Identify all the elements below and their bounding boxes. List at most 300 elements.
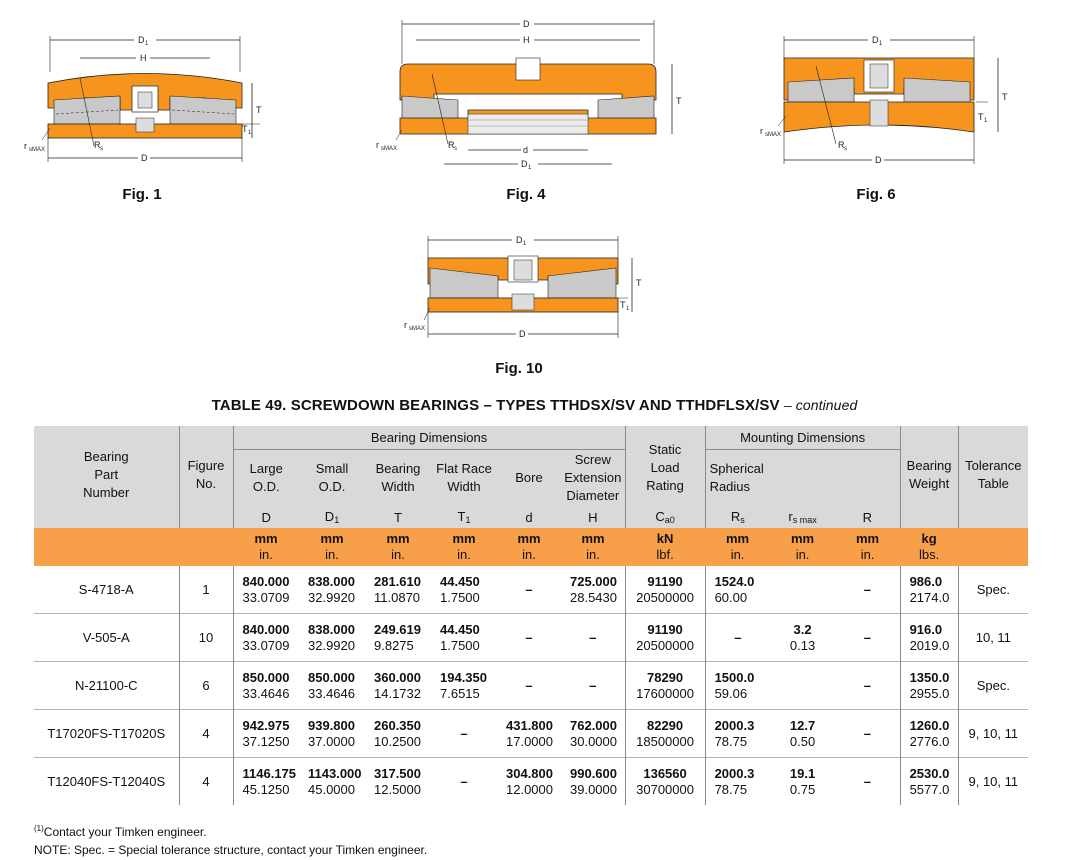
width-mm: 260.350 <box>374 717 421 733</box>
flat-race-mm: 44.450 <box>440 621 480 637</box>
rs-mm: 2000.3 <box>714 765 755 781</box>
unit-lbs: lbs. <box>918 547 940 562</box>
width-mm: 360.000 <box>374 669 421 685</box>
header-figure-no <box>179 426 233 506</box>
header-large-od-text: Large O.D. <box>249 460 283 494</box>
fig1-rsmax-label: r <box>24 141 27 151</box>
screw-mm: – <box>589 677 597 693</box>
fig1-rsmax-sub: sMAX <box>29 147 46 153</box>
cell-flat-race <box>431 566 497 614</box>
flat-race-mm: 44.450 <box>440 573 480 589</box>
sym-D1-main: D <box>324 509 335 524</box>
cell-load-rating <box>625 662 705 710</box>
header-figure-text: Figure No. <box>187 458 225 491</box>
fig1-d1-label: D <box>138 35 145 45</box>
cell-bore <box>497 614 561 662</box>
cell-figure-no <box>179 566 233 614</box>
width-in: 9.8275 <box>374 637 414 653</box>
cell-weight <box>900 614 958 662</box>
width-in: 12.5000 <box>374 781 421 797</box>
fig10-rsmax-sub: sMAX <box>409 326 426 332</box>
fig4-rsmax-sub: sMAX <box>381 146 398 152</box>
weight-lbs: 2019.0 <box>909 637 950 653</box>
table-title <box>0 397 1069 414</box>
cell-spherical-radius <box>705 614 770 662</box>
header-spherical-text: Spherical Radius <box>709 460 764 494</box>
screwdown-bearings-table <box>34 426 1028 805</box>
fig1-caption: Fig. 1 <box>122 186 162 203</box>
weight-kg: 916.0 <box>909 621 943 637</box>
unit-in: in. <box>860 547 875 562</box>
r-text: – <box>863 629 871 645</box>
unit-D1 <box>299 528 365 566</box>
bore-mm: 304.800 <box>506 765 553 781</box>
header-flat-race <box>431 449 497 506</box>
unit-in: in. <box>795 547 810 562</box>
cell-figure-no <box>179 710 233 758</box>
cell-large-od <box>233 614 299 662</box>
header-screw-extension <box>561 449 625 506</box>
cell-spherical-radius <box>705 566 770 614</box>
weight-kg: 2530.0 <box>909 765 950 781</box>
rsmax-mm: 19.1 <box>789 765 816 781</box>
cell-part-number <box>34 614 179 662</box>
sym-rsmax <box>770 506 835 528</box>
sym-blank-tol <box>958 506 1028 528</box>
cell-tolerance <box>958 614 1028 662</box>
width-mm: 317.500 <box>374 765 421 781</box>
bore-mm: – <box>525 581 533 597</box>
fig10-t1-label: T <box>620 300 626 310</box>
r-text: – <box>863 725 871 741</box>
unit-mm: mm <box>517 531 541 546</box>
header-mount-blank-1 <box>770 449 835 506</box>
figure-no-text: 4 <box>202 725 210 741</box>
header-width-text: Bearing Width <box>375 460 421 494</box>
part-number-text: T12040FS-T12040S <box>47 773 166 789</box>
rs-in: 60.00 <box>714 589 748 605</box>
load-lbf: 18500000 <box>636 733 694 749</box>
cell-load-rating <box>625 758 705 806</box>
part-number-text: S-4718-A <box>78 581 134 597</box>
unit-d <box>497 528 561 566</box>
fig4-rs-label: R <box>448 140 455 150</box>
sym-blank-part <box>34 506 179 528</box>
figure-6-drawing <box>754 30 1024 170</box>
sym-R: R <box>835 506 900 528</box>
width-mm: 249.619 <box>374 621 421 637</box>
cell-small-od <box>299 710 365 758</box>
screw-mm: 990.600 <box>570 765 617 781</box>
cell-weight <box>900 710 958 758</box>
rsmax-in: 0.13 <box>789 637 816 653</box>
sym-rs-sub: s max <box>792 515 817 525</box>
rs-mm: 2000.3 <box>714 717 755 733</box>
small-od-mm: 838.000 <box>308 621 355 637</box>
sym-Ca-sub: a0 <box>664 515 675 525</box>
load-kn: 136560 <box>643 765 687 781</box>
fig4-caption: Fig. 4 <box>506 186 546 203</box>
width-in: 11.0870 <box>374 589 421 605</box>
screw-mm: 762.000 <box>570 717 617 733</box>
unit-lbf: lbf. <box>656 547 674 562</box>
cell-screw-ext <box>561 566 625 614</box>
unit-T <box>365 528 431 566</box>
fig4-d-label: D <box>523 19 530 29</box>
flat-race-mm: 194.350 <box>440 669 487 685</box>
cell-screw-ext <box>561 758 625 806</box>
r-text: – <box>863 773 871 789</box>
weight-lbs: 2776.0 <box>909 733 950 749</box>
fig6-rs-label: R <box>838 140 845 150</box>
sym-H: H <box>561 506 625 528</box>
small-od-in: 45.0000 <box>308 781 355 797</box>
fig6-rsmax-label: r <box>760 126 763 136</box>
rs-mm: 1500.0 <box>714 669 755 685</box>
tolerance-text: Spec. <box>976 581 1010 597</box>
cell-spherical-radius <box>705 758 770 806</box>
fig6-d-label: D <box>875 155 882 165</box>
fig1-t-label: T <box>256 105 262 115</box>
figure-1-drawing <box>20 28 270 168</box>
footnote-text: Contact your Timken engineer. <box>43 825 207 839</box>
sym-rs-main: r <box>788 509 793 524</box>
weight-kg: 1260.0 <box>909 717 950 733</box>
bore-mm: – <box>525 677 533 693</box>
sym-D: D <box>261 509 271 525</box>
large-od-in: 33.0709 <box>242 637 290 653</box>
cell-weight <box>900 566 958 614</box>
fig1-d-label: D <box>141 153 148 163</box>
table-row <box>34 614 1028 662</box>
sym-Ca-main: C <box>655 509 665 524</box>
header-screw-text: Screw Extension Diameter <box>564 451 622 503</box>
fig1-h-label: H <box>140 53 147 63</box>
fig6-d1-label: D <box>872 35 879 45</box>
unit-mm: mm <box>856 531 880 546</box>
unit-Rs <box>705 528 770 566</box>
unit-in: in. <box>391 547 405 562</box>
cell-R <box>835 710 900 758</box>
unit-R <box>835 528 900 566</box>
cell-bore <box>497 710 561 758</box>
cell-bore <box>497 662 561 710</box>
fig1-t1-label: T <box>242 124 248 134</box>
rs-mm: – <box>734 629 742 645</box>
note-spec: NOTE: Spec. = Special tolerance structure, contact your Timken engineer. <box>34 843 428 857</box>
load-kn: 78290 <box>646 669 684 685</box>
units-row <box>34 528 1028 566</box>
unit-mm: mm <box>320 531 344 546</box>
cell-rsmax <box>770 758 835 806</box>
bore-in: 17.0000 <box>506 733 553 749</box>
cell-tolerance <box>958 758 1028 806</box>
cell-large-od <box>233 758 299 806</box>
screw-in: 30.0000 <box>570 733 617 749</box>
fig6-d1-sub: 1 <box>879 41 883 47</box>
sym-T1-sub: 1 <box>465 515 471 525</box>
unit-D <box>233 528 299 566</box>
cell-width <box>365 614 431 662</box>
cell-part-number <box>34 710 179 758</box>
unit-mm: mm <box>791 531 815 546</box>
cell-rsmax <box>770 710 835 758</box>
fig6-t1-sub: 1 <box>984 118 988 124</box>
cell-part-number <box>34 662 179 710</box>
unit-Ca <box>625 528 705 566</box>
small-od-in: 33.4646 <box>308 685 355 701</box>
large-od-mm: 850.000 <box>242 669 290 685</box>
rsmax-mm: 12.7 <box>789 717 816 733</box>
unit-blank-part <box>34 528 179 566</box>
screw-mm: 725.000 <box>570 573 617 589</box>
screw-in: 39.0000 <box>570 781 617 797</box>
fig4-bore-label: d <box>523 145 529 155</box>
cell-spherical-radius <box>705 710 770 758</box>
fig4-d1-label: D <box>521 159 528 169</box>
weight-kg: 986.0 <box>909 573 943 589</box>
small-od-mm: 1143.000 <box>308 765 362 781</box>
fig6-caption: Fig. 6 <box>856 186 896 203</box>
bore-in: 12.0000 <box>506 781 553 797</box>
rs-mm: 1524.0 <box>714 573 755 589</box>
sym-D1-sub: 1 <box>334 515 340 525</box>
unit-in: in. <box>259 547 273 562</box>
cell-width <box>365 758 431 806</box>
header-part-number <box>34 426 179 506</box>
cell-width <box>365 662 431 710</box>
cell-flat-race <box>431 758 497 806</box>
cell-flat-race <box>431 710 497 758</box>
small-od-in: 32.9920 <box>308 637 355 653</box>
small-od-mm: 850.000 <box>308 669 355 685</box>
unit-mm: mm <box>386 531 410 546</box>
header-group-mounting-dims: Mounting Dimensions <box>705 426 900 449</box>
cell-R <box>835 662 900 710</box>
fig10-t-label: T <box>636 278 642 288</box>
fig4-rs-sub: s <box>454 146 457 152</box>
fig4-h-label: H <box>523 35 530 45</box>
part-number-text: N-21100-C <box>74 677 138 693</box>
cell-load-rating <box>625 614 705 662</box>
figure-no-text: 6 <box>202 677 210 693</box>
fig1-rs-sub: s <box>100 146 103 152</box>
header-small-od-text: Small O.D. <box>315 460 349 494</box>
cell-weight <box>900 758 958 806</box>
cell-tolerance <box>958 662 1028 710</box>
table-title-text: TABLE 49. SCREWDOWN BEARINGS – TYPES TTHDSX/SV AND TTHDFLSX/SV <box>211 397 780 414</box>
cell-screw-ext <box>561 710 625 758</box>
unit-in: in. <box>522 547 536 562</box>
fig10-d1-sub: 1 <box>523 241 527 247</box>
cell-part-number <box>34 758 179 806</box>
sym-T: T <box>394 509 402 525</box>
large-od-mm: 942.975 <box>242 717 290 733</box>
table-row <box>34 710 1028 758</box>
bore-mm: 431.800 <box>506 717 553 733</box>
rs-in: 59.06 <box>714 685 748 701</box>
header-tolerance-text: Tolerance Table <box>965 458 1022 491</box>
cell-load-rating <box>625 566 705 614</box>
cell-weight <box>900 662 958 710</box>
cell-screw-ext <box>561 614 625 662</box>
header-weight-text: Bearing Weight <box>906 458 952 491</box>
cell-flat-race <box>431 614 497 662</box>
small-od-in: 32.9920 <box>308 589 355 605</box>
screw-in: 28.5430 <box>570 589 617 605</box>
sym-Ca0 <box>625 506 705 528</box>
rsmax-in: 0.50 <box>789 733 816 749</box>
flat-race-in: 1.7500 <box>440 589 480 605</box>
cell-R <box>835 758 900 806</box>
header-mount-blank-2 <box>835 449 900 506</box>
cell-small-od <box>299 662 365 710</box>
unit-T1 <box>431 528 497 566</box>
sym-blank-fig <box>179 506 233 528</box>
width-in: 10.2500 <box>374 733 421 749</box>
sym-T1-main: T <box>457 509 466 524</box>
unit-wt <box>900 528 958 566</box>
weight-lbs: 2955.0 <box>909 685 950 701</box>
load-lbf: 17600000 <box>636 685 694 701</box>
sym-Rs <box>705 506 770 528</box>
tolerance-text: 9, 10, 11 <box>968 773 1019 789</box>
cell-small-od <box>299 566 365 614</box>
flat-race-in: 7.6515 <box>440 685 480 701</box>
figure-no-text: 1 <box>202 581 210 597</box>
cell-tolerance <box>958 566 1028 614</box>
part-number-text: T17020FS-T17020S <box>47 725 166 741</box>
fig10-d-label: D <box>519 329 526 339</box>
header-flat-race-text: Flat Race Width <box>436 460 492 494</box>
fig4-rsmax-label: r <box>376 140 379 150</box>
header-tolerance-table <box>958 426 1028 506</box>
load-lbf: 20500000 <box>636 589 694 605</box>
cell-rsmax <box>770 566 835 614</box>
sym-T1 <box>431 506 497 528</box>
rs-in: 78.75 <box>714 781 748 797</box>
footnote-1 <box>34 820 427 841</box>
weight-lbs: 2174.0 <box>909 589 950 605</box>
fig10-caption: Fig. 10 <box>495 360 543 377</box>
unit-in: in. <box>586 547 600 562</box>
fig1-d1-sub: 1 <box>145 41 149 47</box>
fig10-d1-label: D <box>516 235 523 245</box>
header-small-od <box>299 449 365 506</box>
cell-R <box>835 614 900 662</box>
table-title-suffix: – continued <box>783 397 858 413</box>
large-od-in: 45.1250 <box>242 781 290 797</box>
unit-rs <box>770 528 835 566</box>
cell-small-od <box>299 758 365 806</box>
unit-mm: mm <box>452 531 476 546</box>
cell-tolerance <box>958 710 1028 758</box>
header-static-load-text: Static Load Rating <box>646 442 684 493</box>
fig4-d1-sub: 1 <box>528 165 532 171</box>
cell-rsmax <box>770 614 835 662</box>
unit-in: in. <box>457 547 471 562</box>
rs-in: 78.75 <box>714 733 748 749</box>
cell-bore <box>497 758 561 806</box>
cell-bore <box>497 566 561 614</box>
r-text: – <box>863 677 871 693</box>
cell-spherical-radius <box>705 662 770 710</box>
large-od-mm: 840.000 <box>242 573 290 589</box>
large-od-in: 33.4646 <box>242 685 290 701</box>
cell-flat-race <box>431 662 497 710</box>
r-text: – <box>863 581 871 597</box>
fig4-t-label: T <box>676 96 682 106</box>
tolerance-text: Spec. <box>976 677 1010 693</box>
load-kn: 82290 <box>646 717 684 733</box>
fig6-rs-sub: s <box>844 146 847 152</box>
cell-width <box>365 710 431 758</box>
table-row <box>34 758 1028 806</box>
small-od-mm: 939.800 <box>308 717 355 733</box>
weight-kg: 1350.0 <box>909 669 950 685</box>
flat-race-mm: – <box>460 773 468 789</box>
large-od-mm: 840.000 <box>242 621 290 637</box>
part-number-text: V-505-A <box>82 629 130 645</box>
cell-figure-no <box>179 758 233 806</box>
tolerance-text: 10, 11 <box>975 629 1011 645</box>
width-mm: 281.610 <box>374 573 421 589</box>
screw-mm: – <box>589 629 597 645</box>
large-od-mm: 1146.175 <box>242 765 297 781</box>
header-large-od <box>233 449 299 506</box>
cell-part-number <box>34 566 179 614</box>
cell-R <box>835 566 900 614</box>
fig1-t1-sub: 1 <box>248 130 252 136</box>
cell-figure-no <box>179 614 233 662</box>
header-bearing-width <box>365 449 431 506</box>
table-row <box>34 662 1028 710</box>
flat-race-mm: – <box>460 725 468 741</box>
fig6-t-label: T <box>1002 92 1008 102</box>
cell-large-od <box>233 710 299 758</box>
header-bore: Bore <box>515 470 543 486</box>
sym-Rs-main: R <box>730 509 741 524</box>
unit-mm: mm <box>254 531 278 546</box>
small-od-in: 37.0000 <box>308 733 355 749</box>
large-od-in: 37.1250 <box>242 733 290 749</box>
fig6-t1-label: T <box>978 112 984 122</box>
cell-large-od <box>233 662 299 710</box>
small-od-mm: 838.000 <box>308 573 355 589</box>
header-spherical-radius <box>705 449 770 506</box>
cell-width <box>365 566 431 614</box>
bore-mm: – <box>525 629 533 645</box>
unit-kg: kg <box>921 531 937 546</box>
cell-large-od <box>233 566 299 614</box>
load-lbf: 30700000 <box>636 781 694 797</box>
sym-Rs-sub: s <box>740 515 745 525</box>
cell-screw-ext <box>561 662 625 710</box>
cell-rsmax <box>770 662 835 710</box>
header-group-bearing-dims: Bearing Dimensions <box>233 426 625 449</box>
fig10-rsmax-label: r <box>404 320 407 330</box>
figure-10-drawing <box>396 228 656 348</box>
unit-kn: kN <box>656 531 674 546</box>
weight-lbs: 5577.0 <box>909 781 950 797</box>
figure-4-drawing <box>372 14 692 174</box>
cell-load-rating <box>625 710 705 758</box>
load-lbf: 20500000 <box>636 637 694 653</box>
sym-d: d <box>525 509 533 525</box>
tolerance-text: 9, 10, 11 <box>968 725 1019 741</box>
footnote-mark: (1) <box>34 824 44 833</box>
load-kn: 91190 <box>647 573 683 589</box>
